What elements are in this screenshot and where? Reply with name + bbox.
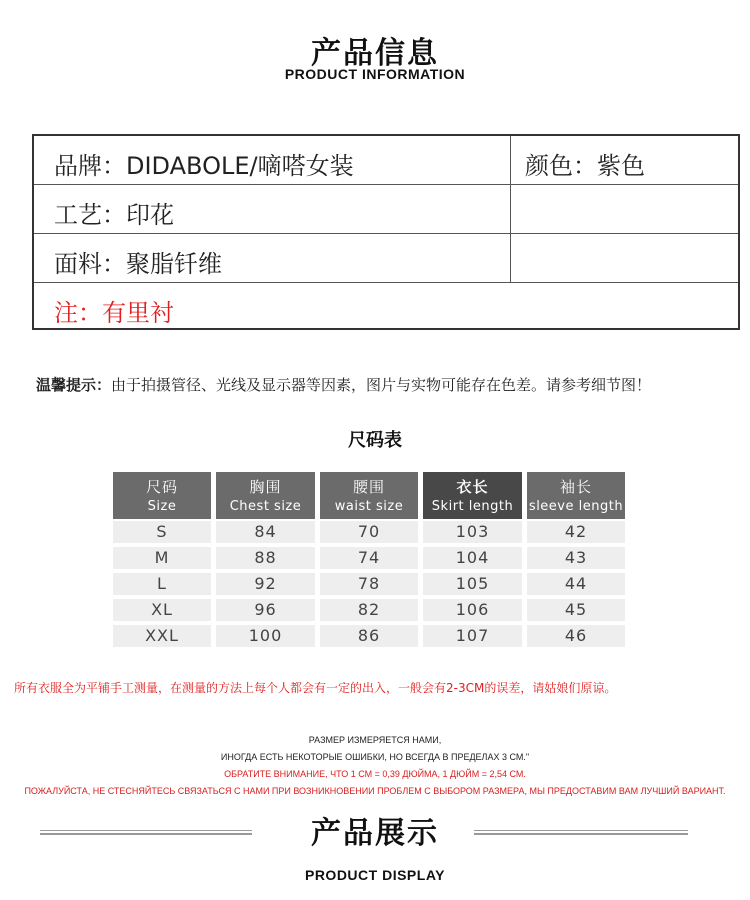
size-cell-waist: 78 bbox=[320, 573, 418, 595]
info-row-craft bbox=[34, 185, 738, 234]
lining-note: 注：有里衬 bbox=[54, 299, 174, 327]
size-cell-size: L bbox=[113, 573, 211, 595]
size-cell-size: S bbox=[113, 521, 211, 543]
size-cell-length: 106 bbox=[423, 599, 522, 621]
size-cell-waist: 82 bbox=[320, 599, 418, 621]
header-waist bbox=[320, 472, 418, 519]
size-cell-size: XXL bbox=[113, 625, 211, 647]
product-display-title-en: PRODUCT DISPLAY bbox=[304, 867, 445, 883]
fabric-text: 面料：聚脂钎维 bbox=[54, 250, 222, 278]
size-cell-chest: 96 bbox=[216, 599, 315, 621]
ru-line-4: ПОЖАЛУЙСТА, НЕ СТЕСНЯЙТЕСЬ СВЯЗАТЬСЯ С НАМИ ПРИ ВОЗНИКНОВЕНИИ ПРОБЛЕМ С ВЫБОРОМ РАЗМЕРА, МЫ ПРЕДОСТАВИМ ВАМ ЛУЧШИЙ ВАРИАНТ. bbox=[24, 786, 726, 796]
size-cell-length: 107 bbox=[423, 625, 522, 647]
brand-text: 品牌：DIDABOLE/嘀嗒女装 bbox=[54, 152, 354, 180]
header-chest-en: Chest size bbox=[229, 499, 302, 514]
header-sleeve-cn: 袖长 bbox=[559, 478, 592, 496]
info-row-brand bbox=[34, 136, 738, 185]
header-chest bbox=[216, 472, 315, 519]
section-title-cn: 产品信息 bbox=[311, 36, 439, 71]
ru-line-2: ИНОГДА ЕСТЬ НЕКОТОРЫЕ ОШИБКИ, НО ВСЕГДА В ПРЕДЕЛАХ 3 СМ." bbox=[220, 752, 530, 762]
header-length bbox=[423, 472, 522, 519]
size-cell-chest: 84 bbox=[216, 521, 315, 543]
info-cell-brand bbox=[34, 136, 511, 184]
header-size bbox=[113, 472, 211, 519]
size-cell-waist: 86 bbox=[320, 625, 418, 647]
product-info-table bbox=[32, 134, 740, 330]
header-waist-cn: 腰围 bbox=[352, 478, 385, 496]
size-cell-sleeve: 42 bbox=[527, 521, 625, 543]
header-size-en: Size bbox=[147, 499, 177, 514]
size-cell-sleeve: 46 bbox=[527, 625, 625, 647]
size-cell-chest: 92 bbox=[216, 573, 315, 595]
header-sleeve bbox=[527, 472, 625, 519]
header-length-en: Skirt length bbox=[431, 499, 514, 514]
header-waist-en: waist size bbox=[334, 499, 404, 514]
product-display-title-cn: 产品展示 bbox=[311, 816, 439, 851]
header-size-cn: 尺码 bbox=[145, 478, 178, 496]
size-cell-length: 105 bbox=[423, 573, 522, 595]
size-chart-title: 尺码表 bbox=[348, 430, 402, 451]
color-difference-tip bbox=[36, 374, 651, 395]
size-cell-length: 104 bbox=[423, 547, 522, 569]
size-cell-sleeve: 44 bbox=[527, 573, 625, 595]
craft-text: 工艺：印花 bbox=[54, 201, 174, 229]
info-row-note bbox=[34, 283, 738, 331]
size-cell-chest: 100 bbox=[216, 625, 315, 647]
header-length-cn: 衣长 bbox=[456, 478, 489, 496]
size-cell-size: M bbox=[113, 547, 211, 569]
ru-line-1: РАЗМЕР ИЗМЕРЯЕТСЯ НАМИ, bbox=[308, 735, 442, 745]
size-cell-sleeve: 45 bbox=[527, 599, 625, 621]
ru-line-3: ОБРАТИТЕ ВНИМАНИЕ, ЧТО 1 СМ = 0,39 ДЮЙМА, 1 ДЮЙМ = 2,54 СМ. bbox=[224, 769, 526, 779]
color-text: 颜色：紫色 bbox=[525, 152, 645, 180]
info-cell-fabric bbox=[34, 234, 511, 282]
size-cell-waist: 74 bbox=[320, 547, 418, 569]
info-row-fabric bbox=[34, 234, 738, 283]
size-cell-chest: 88 bbox=[216, 547, 315, 569]
size-cell-waist: 70 bbox=[320, 521, 418, 543]
section-title-en: PRODUCT INFORMATION bbox=[284, 66, 466, 82]
size-cell-size: XL bbox=[113, 599, 211, 621]
info-cell-empty-1 bbox=[511, 185, 738, 233]
header-sleeve-en: sleeve length bbox=[528, 499, 624, 514]
info-cell-empty-2 bbox=[511, 234, 738, 282]
size-cell-sleeve: 43 bbox=[527, 547, 625, 569]
tip-label: 温馨提示： bbox=[36, 376, 112, 394]
tip-text: 由于拍摄管径、光线及显示器等因素，图片与实物可能存在色差。请参考细节图！ bbox=[111, 376, 652, 394]
measurement-note: 所有衣服全为平铺手工测量，在测量的方法上每个人都会有一定的出入，一般会有2-3CM的误差，请姑娘们原谅。 bbox=[14, 681, 617, 695]
size-cell-length: 103 bbox=[423, 521, 522, 543]
info-cell-color bbox=[511, 136, 738, 184]
info-cell-craft bbox=[34, 185, 511, 233]
header-chest-cn: 胸围 bbox=[249, 478, 282, 496]
